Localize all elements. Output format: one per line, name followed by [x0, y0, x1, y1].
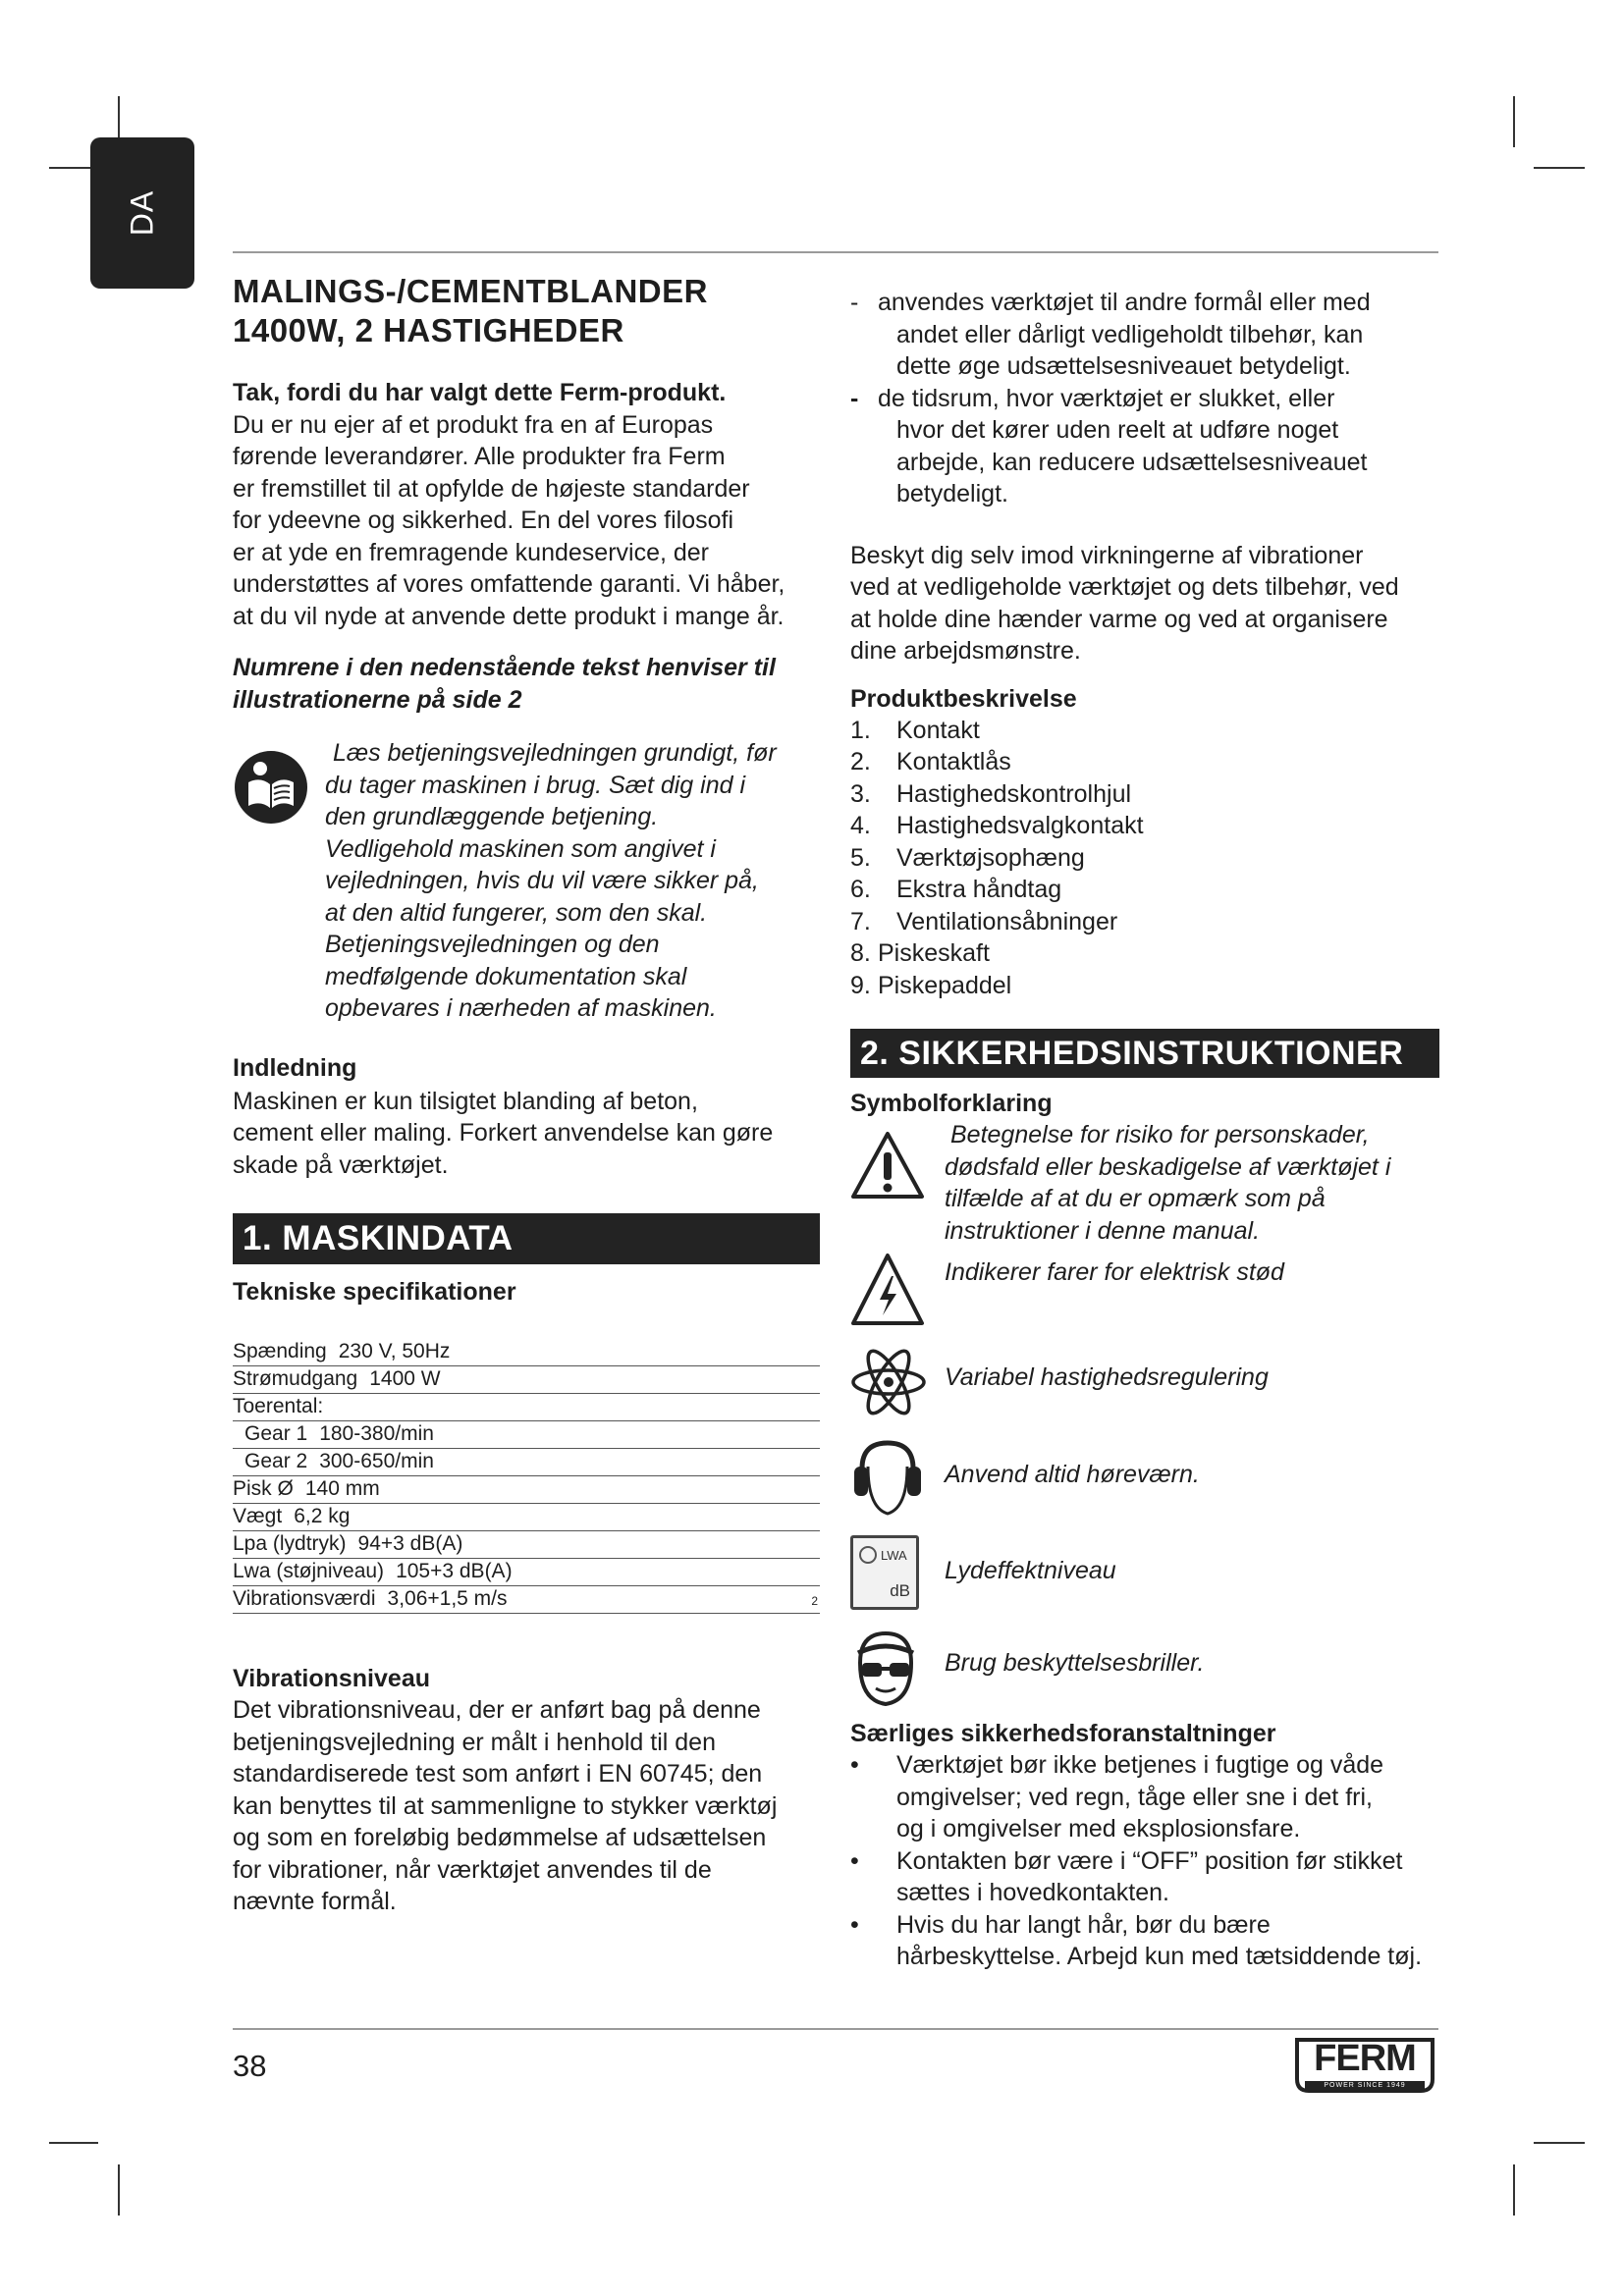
spec-row: Pisk Ø 140 mm — [233, 1476, 820, 1504]
vibration-heading: Vibrationsniveau — [233, 1665, 430, 1692]
spec-row: Gear 1 180-380/min — [233, 1421, 820, 1449]
list-item: 2. Kontaktlås — [850, 748, 1011, 775]
variable-speed-icon — [850, 1348, 927, 1416]
product-heading: Produktbeskrivelse — [850, 684, 1077, 713]
intro-thanks: Tak, fordi du har valgt dette Ferm-produkt. — [233, 379, 727, 406]
spec-superscript: 2 — [811, 1594, 818, 1608]
indledning-line: skade på værktøjet. — [233, 1150, 449, 1179]
crop-mark — [1513, 2164, 1515, 2216]
logo-text: FERM — [1314, 2038, 1416, 2079]
symbol-row: Brug beskyttelsesbriller. — [850, 1629, 1439, 1716]
manual-notice-line: den grundlæggende betjening. — [325, 803, 659, 830]
intro — [233, 377, 820, 632]
vibration-line: for vibrationer, når værktøjet anvendes til de — [233, 1855, 712, 1884]
intro-line: er at yde en fremragende kundeservice, der — [233, 538, 709, 566]
footer-rule — [233, 2028, 1438, 2030]
intro-line: førende leverandører. Alle produkter fra Ferm — [233, 443, 726, 470]
sound-power-icon: LWA dB — [850, 1535, 919, 1610]
read-manual-icon — [233, 749, 309, 826]
symbol-list — [850, 1119, 1439, 1716]
list-item: 3. Hastighedskontrolhjul — [850, 779, 1132, 808]
crop-mark — [1534, 2142, 1585, 2144]
crop-mark — [49, 2142, 98, 2144]
spec-row: Lwa (støjniveau) 105+3 dB(A) — [233, 1559, 820, 1586]
symbol-row: Variabel hastighedsregulering — [850, 1340, 1439, 1437]
section-1-bar: 1. MASKINDATA — [233, 1213, 820, 1264]
list-item: 5. Værktøjsophæng — [850, 843, 1085, 872]
tech-spec-heading: Tekniske specifikationer — [233, 1278, 516, 1306]
spec-row: Lpa (lydtryk) 94+3 dB(A) — [233, 1531, 820, 1559]
manual-notice-line: Læs betjeningsvejledningen grundigt, før — [333, 739, 777, 767]
symbol-heading: Symbolforklaring — [850, 1090, 1053, 1117]
language-code: DA — [124, 189, 160, 237]
crop-mark — [1534, 167, 1585, 169]
right-column — [850, 287, 1439, 1973]
indledning — [233, 1052, 820, 1182]
section-2-bar: 2. SIKKERHEDSINSTRUKTIONER — [850, 1029, 1439, 1078]
intro-line: for ydeevne og sikkerhed. En del vores filosofi — [233, 507, 733, 534]
intro-line: understøttes af vores omfattende garanti. Vi håber, — [233, 570, 785, 598]
list-item: 1. Kontakt — [850, 716, 980, 744]
manual-notice-line: du tager maskinen i brug. Sæt dig ind i — [325, 771, 746, 799]
crop-mark — [118, 2164, 120, 2216]
vibration-line: standardiserede test som anført i EN 60745; den — [233, 1760, 763, 1788]
vibration-line: kan benyttes til at sammenligne to stykker værktøj — [233, 1791, 778, 1820]
spec-row: Gear 2 300-650/min — [233, 1449, 820, 1476]
spec-row: Toerental: — [233, 1394, 820, 1421]
indledning-heading: Indledning — [233, 1053, 357, 1082]
vibration-line: Det vibrationsniveau, der er anført bag på denne — [233, 1696, 761, 1724]
intro-line: at du vil nyde at anvende dette produkt i mange år. — [233, 602, 785, 630]
list-item: - de tidsrum, hvor værktøjet er slukket, eller hvor det kører uden reelt at udføre noget arbejde, kan reducere udsættelsesniveauet betydeligt. — [850, 384, 1368, 507]
special-list — [850, 1749, 1439, 1973]
list-item: 8. Piskeskaft — [850, 939, 990, 967]
spec-row: Spænding 230 V, 50Hz — [233, 1339, 820, 1366]
safety-glasses-icon — [850, 1629, 921, 1706]
protect-paragraph: Beskyt dig selv imod virkningerne af vibrationer ved at vedligeholde værktøjet og dets tilbehør, ved at holde dine hænder varme og ved at organisere dine arbejdsmønstre. — [850, 541, 1399, 665]
intro-line: er fremstillet til at opfylde de højeste standarder — [233, 474, 750, 503]
ferm-logo — [1291, 2036, 1438, 2097]
vibration — [233, 1663, 820, 1918]
symbol-row: LWA dB Lydeffektniveau — [850, 1533, 1439, 1629]
list-item: 9. Piskepaddel — [850, 971, 1012, 999]
left-column — [233, 267, 820, 1918]
intro-line: Du er nu ejer af et produkt fra en af Europas — [233, 410, 714, 439]
electric-shock-icon — [850, 1253, 925, 1327]
manual-notice-line: at den altid fungerer, som den skal. — [325, 898, 708, 927]
hearing-protection-icon — [850, 1439, 925, 1518]
language-tab — [90, 137, 194, 289]
spec-table — [233, 1339, 820, 1614]
spec-row: Vægt 6,2 kg — [233, 1504, 820, 1531]
exposure-list — [850, 287, 1439, 510]
indledning-line: cement eller maling. Forkert anvendelse kan gøre — [233, 1119, 774, 1147]
vibration-line: nævnte formål. — [233, 1888, 397, 1915]
manual-notice-line: opbevares i nærheden af maskinen. — [325, 994, 717, 1022]
vibration-line: betjeningsvejledning er målt i henhold til den — [233, 1728, 716, 1756]
vibration-line: og som en foreløbig bedømmelse af udsættelsen — [233, 1824, 767, 1851]
indledning-line: Maskinen er kun tilsigtet blanding af beton, — [233, 1087, 698, 1115]
spec-row: Strømudgang 1400 W — [233, 1366, 820, 1394]
list-item: 7. Ventilationsåbninger — [850, 907, 1118, 935]
product-list — [850, 715, 1439, 1002]
list-item: • Kontakten bør være i “OFF” position før stikket sættes i hovedkontakten. — [850, 1846, 1403, 1906]
special-heading: Særliges sikkerhedsforanstaltninger — [850, 1720, 1276, 1747]
logo-tagline: POWER SINCE 1949 — [1324, 2082, 1406, 2089]
warning-triangle-icon — [850, 1131, 925, 1200]
symbol-row: Indikerer farer for elektrisk stød — [850, 1245, 1439, 1340]
symbol-row: Betegnelse for risiko for personskader, dødsfald eller beskadigelse af værktøjet i tilfælde af at du er opmærk som på instruktioner i denne manual. — [850, 1119, 1439, 1247]
manual-notice — [233, 737, 820, 1025]
manual-notice-line: vejledningen, hvis du vil være sikker på, — [325, 867, 759, 894]
manual-notice-line: medfølgende dokumentation skal — [325, 962, 687, 990]
list-item: • Værktøjet bør ikke betjenes i fugtige og våde omgivelser; ved regn, tåge eller sne i det fri, og i omgivelser med eksplosionsfare. — [850, 1751, 1384, 1842]
page-title: MALINGS-/CEMENTBLANDER 1400W, 2 HASTIGHEDER — [233, 273, 708, 348]
list-item: - anvendes værktøjet til andre formål eller med andet eller dårligt vedligeholdt tilbehør, kan dette øge udsættelsesniveauet betydeligt. — [850, 289, 1371, 380]
list-item: 4. Hastighedsvalgkontakt — [850, 812, 1144, 839]
list-item: 6. Ekstra håndtag — [850, 876, 1062, 903]
spec-row: Vibrationsværdi 3,06+1,5 m/s 2 — [233, 1586, 820, 1614]
list-item: • Hvis du har langt hår, bør du bære hårbeskyttelse. Arbejd kun med tætsiddende tøj. — [850, 1910, 1423, 1970]
symbol-row: Anvend altid høreværn. — [850, 1437, 1439, 1533]
manual-notice-line: Betjeningsvejledningen og den — [325, 931, 660, 958]
crop-mark — [1513, 96, 1515, 147]
page-number: 38 — [233, 2049, 267, 2083]
header-rule — [233, 251, 1438, 253]
manual-notice-line: Vedligehold maskinen som angivet i — [325, 834, 716, 863]
illustration-note: Numrene i den nedenstående tekst henviser til illustrationerne på side 2 — [233, 654, 776, 714]
